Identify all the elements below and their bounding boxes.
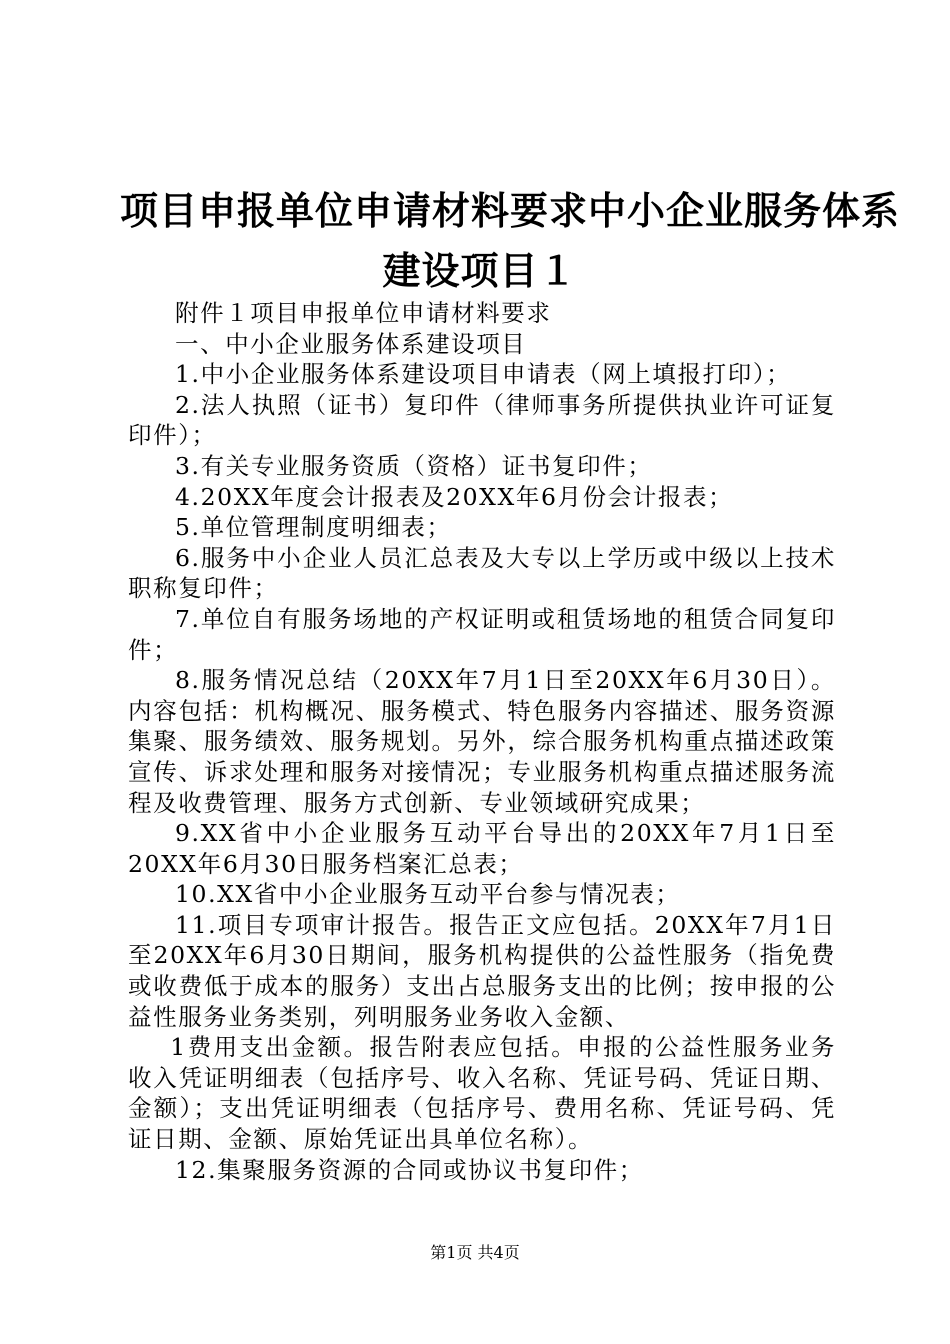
paragraph-section-heading: 一、中小企业服务体系建设项目 xyxy=(175,329,527,358)
page-footer: 第1页 共4页 xyxy=(430,1243,520,1262)
paragraph-item-6: 6.服务中小企业人员汇总表及大专以上学历或中级以上技术职称复印件； xyxy=(128,543,836,603)
paragraph-item-12: 12.集聚服务资源的合同或协议书复印件； xyxy=(175,1155,644,1184)
paragraph-attachment-heading: 附件１项目申报单位申请材料要求 xyxy=(175,299,552,327)
paragraph-item-9: 9.XX省中小企业服务互动平台导出的20XX年7月1日至20XX年6月30日服务档案汇总表； xyxy=(128,819,836,878)
paragraph-item-11-continued: 1费用支出金额。报告附表应包括。申报的公益性服务业务收入凭证明细表（包括序号、收入名称、凭证号码、凭证日期、金额）；支出凭证明细表（包括序号、费用名称、凭证号码、凭证日期、金额、原始凭证出具单位名称）。 xyxy=(128,1033,836,1154)
document-title-line-1: 项目申报单位申请材料要求中小企业服务体系 xyxy=(120,189,901,233)
paragraph-item-8: 8.服务情况总结（20XX年7月1日至20XX年6月30日）。内容包括：机构概况、服务模式、特色服务内容描述、服务资源集聚、服务绩效、服务规划。另外，综合服务机构重点描述政策宣传、诉求处理和服务对接情况；专业服务机构重点描述服务流程及收费管理、服务方式创新、专业领域研究成果； xyxy=(128,666,836,817)
paragraph-item-11: 11.项目专项审计报告。报告正文应包括。20XX年7月1日至20XX年6月30日期间，服务机构提供的公益性服务（指免费或收费低于成本的服务）支出占总服务支出的比例；按申报的公益性服务业务类别，列明服务业务收入金额、 xyxy=(128,910,836,1031)
paragraph-item-3: 3.有关专业服务资质（资格）证书复印件； xyxy=(175,451,653,480)
paragraph-item-7: 7.单位自有服务场地的产权证明或租赁场地的租赁合同复印件； xyxy=(128,604,836,664)
document-body xyxy=(128,298,836,1185)
document-title-line-2: 建设项目１ xyxy=(382,249,578,293)
paragraph-item-1: 1.中小企业服务体系建设项目申请表（网上填报打印）； xyxy=(175,360,792,389)
paragraph-item-2: 2.法人执照（证书）复印件（律师事务所提供执业许可证复印件）； xyxy=(128,390,836,450)
paragraph-item-5: 5.单位管理制度明细表； xyxy=(175,513,452,542)
paragraph-item-4: 4.20XX年度会计报表及20XX年6月份会计报表； xyxy=(175,482,734,511)
paragraph-item-10: 10.XX省中小企业服务互动平台参与情况表； xyxy=(175,880,681,909)
